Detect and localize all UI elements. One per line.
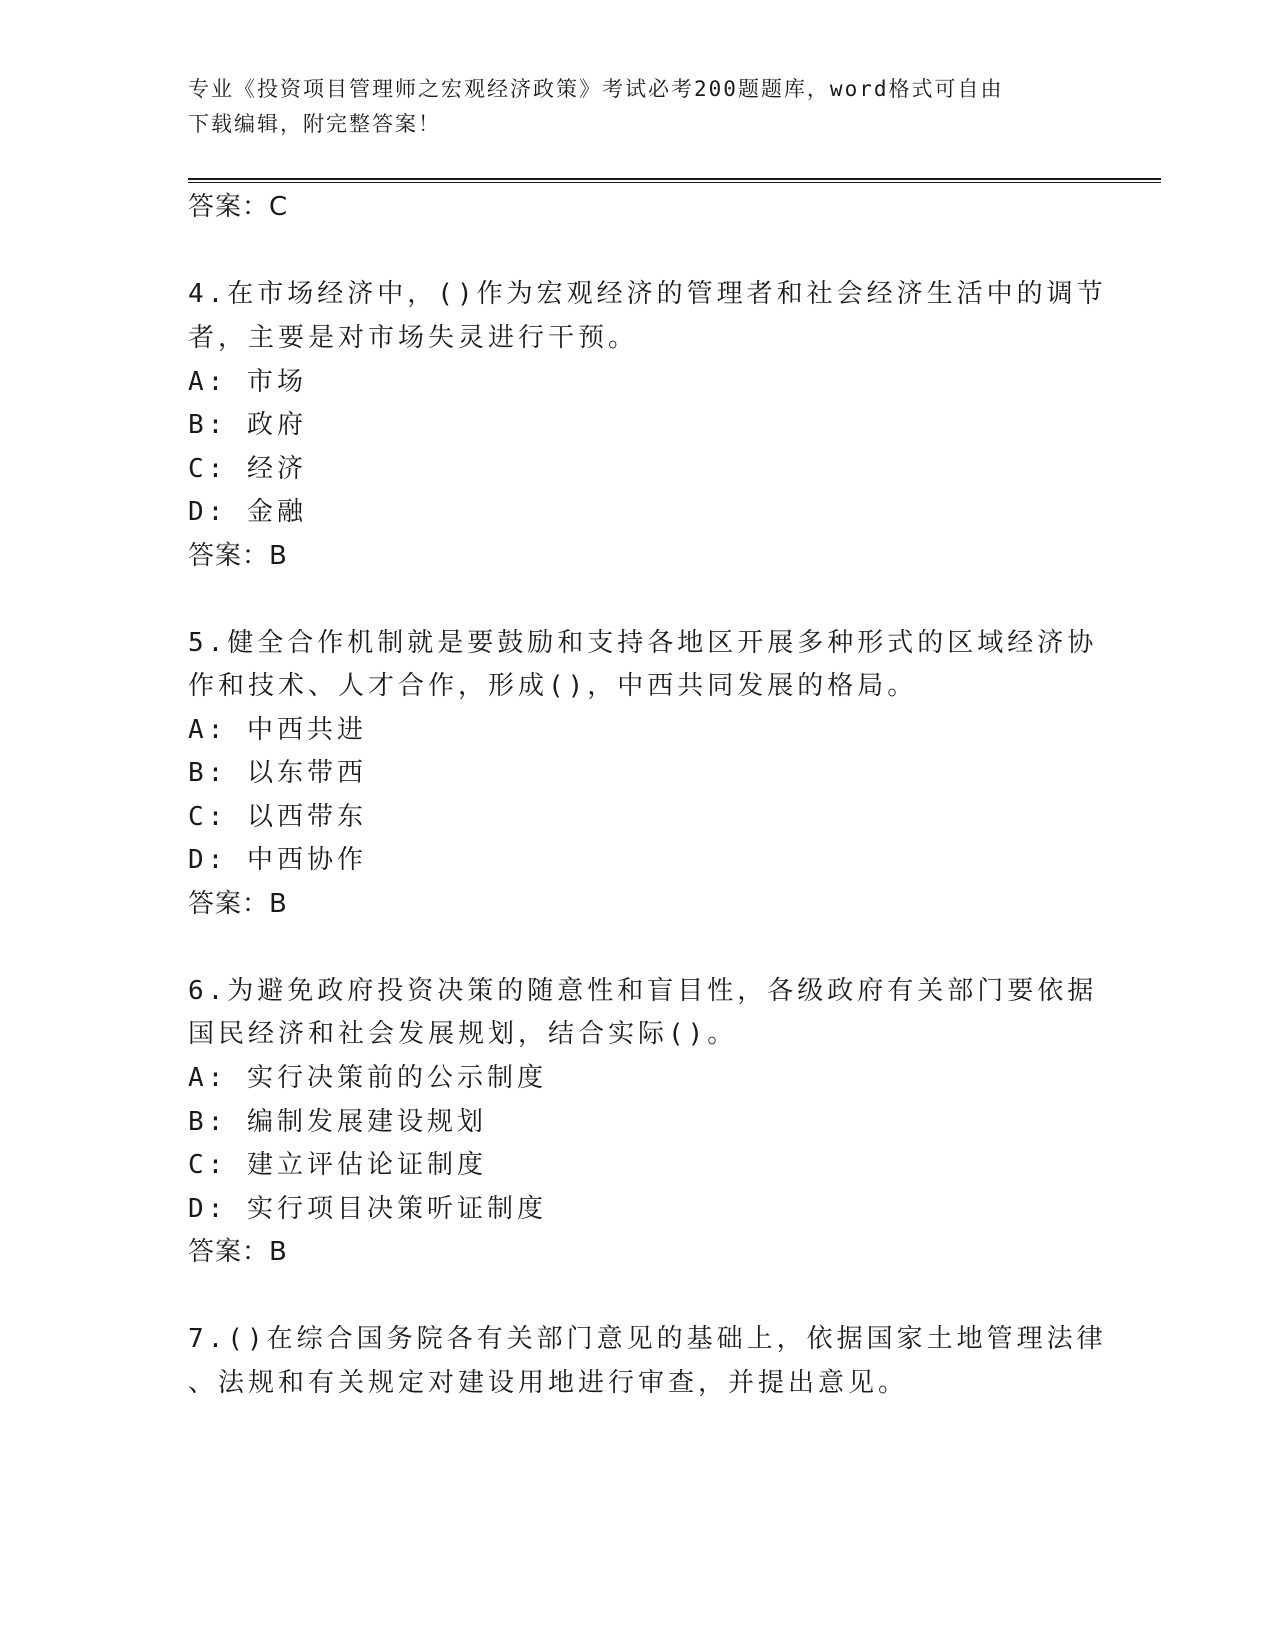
question-4-option-d: D: 金融: [188, 497, 307, 527]
question-4-line-2: 者，主要是对市场失灵进行干预。: [188, 323, 639, 353]
question-7-line-2: 、法规和有关规定对建设用地进行审查，并提出意见。: [188, 1368, 909, 1398]
document-header-note: [188, 72, 1068, 142]
answer-q6: 答案：B: [188, 1237, 288, 1267]
header-line-1: 专业《投资项目管理师之宏观经济政策》考试必考200题题库，word格式可自由: [188, 77, 1004, 101]
question-6-line-2: 国民经济和社会发展规划，结合实际()。: [188, 1019, 738, 1049]
header-divider-thin: [188, 182, 1161, 183]
question-5-option-a: A: 中西共进: [188, 715, 367, 745]
question-5-line-2: 作和技术、人才合作，形成()，中西共同发展的格局。: [188, 671, 918, 701]
question-5-option-c: C: 以西带东: [188, 802, 367, 832]
question-5-option-d: D: 中西协作: [188, 845, 367, 875]
question-5-option-b: B: 以东带西: [188, 758, 367, 788]
question-5-line-1: 5.健全合作机制就是要鼓励和支持各地区开展多种形式的区域经济协: [188, 628, 1098, 658]
question-4-option-b: B: 政府: [188, 410, 307, 440]
question-4-option-a: A: 市场: [188, 367, 307, 397]
question-6-option-d: D: 实行项目决策听证制度: [188, 1194, 547, 1224]
question-6-line-1: 6.为避免政府投资决策的随意性和盲目性，各级政府有关部门要依据: [188, 976, 1098, 1006]
question-4-line-1: 4.在市场经济中，()作为宏观经济的管理者和社会经济生活中的调节: [188, 279, 1107, 309]
header-line-2: 下载编辑，附完整答案！: [188, 112, 441, 136]
question-6-option-c: C: 建立评估论证制度: [188, 1150, 487, 1180]
question-6-option-b: B: 编制发展建设规划: [188, 1107, 487, 1137]
answer-q3: 答案：C: [188, 192, 289, 222]
answer-q5: 答案：B: [188, 889, 288, 919]
question-6-option-a: A: 实行决策前的公示制度: [188, 1063, 547, 1093]
header-divider-thick: [188, 178, 1161, 180]
answer-q4: 答案：B: [188, 541, 288, 571]
question-4-option-c: C: 经济: [188, 454, 307, 484]
question-7-line-1: 7.()在综合国务院各有关部门意见的基础上，依据国家土地管理法律: [188, 1324, 1107, 1354]
